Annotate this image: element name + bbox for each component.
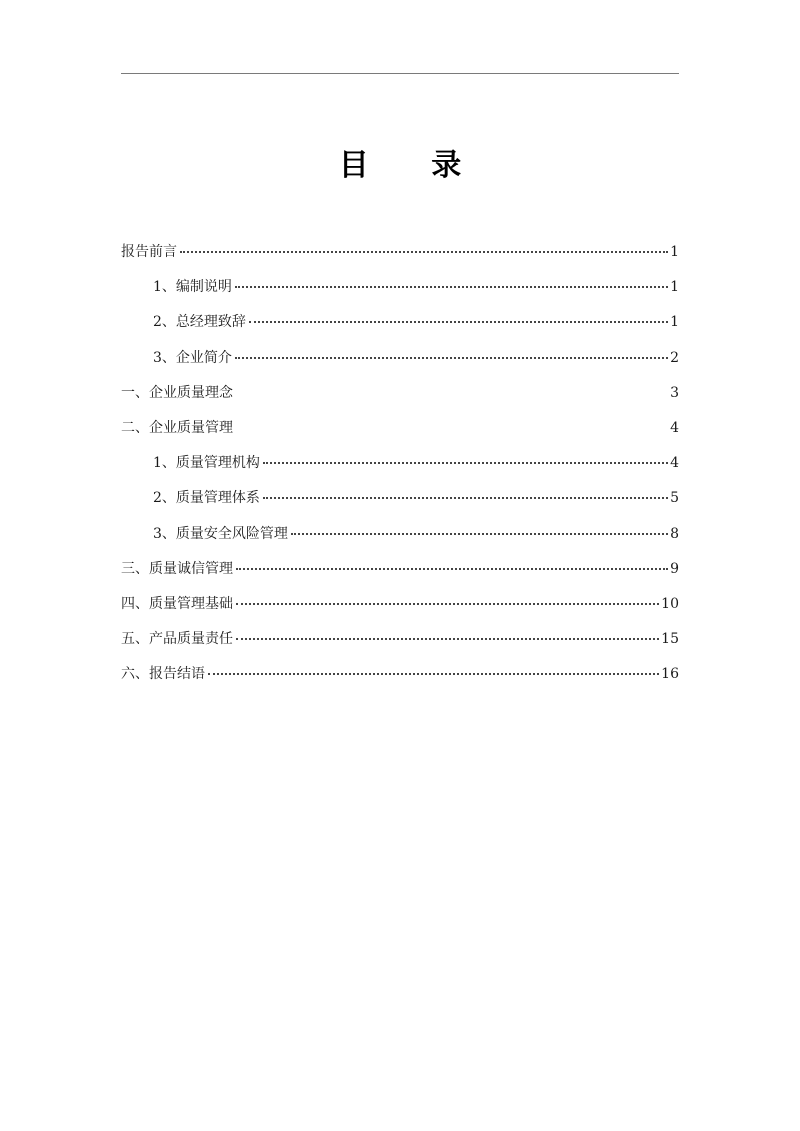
toc-entry-label: 2、总经理致辞	[153, 314, 246, 331]
dot-leader	[236, 638, 659, 640]
table-of-contents	[121, 240, 679, 697]
toc-entry-page-number: 16	[661, 666, 679, 683]
toc-entry-page-number: 9	[670, 560, 679, 577]
dot-leader	[263, 462, 668, 464]
header-rule	[121, 73, 679, 74]
toc-entry-label: 四、质量管理基础	[121, 595, 233, 612]
toc-entry-page-number: 10	[661, 595, 679, 612]
dot-leader	[291, 533, 668, 535]
toc-entry[interactable]	[121, 557, 679, 592]
dot-leader	[263, 497, 668, 499]
dot-leader	[236, 427, 668, 429]
toc-entry[interactable]	[121, 416, 679, 451]
toc-entry-label: 一、企业质量理念	[121, 384, 233, 401]
toc-entry-page-number: 15	[661, 631, 679, 648]
toc-entry-label: 1、质量管理机构	[153, 455, 260, 472]
toc-entry[interactable]	[121, 275, 679, 310]
toc-entry[interactable]	[121, 486, 679, 521]
dot-leader	[235, 286, 668, 288]
toc-entry-label: 二、企业质量管理	[121, 419, 233, 436]
dot-leader	[236, 568, 668, 570]
dot-leader	[236, 392, 668, 394]
toc-entry-page-number: 2	[670, 349, 679, 366]
toc-entry-label: 2、质量管理体系	[153, 490, 260, 507]
toc-entry-label: 3、质量安全风险管理	[153, 525, 288, 542]
toc-entry-label: 3、企业简介	[153, 349, 232, 366]
toc-entry[interactable]	[121, 310, 679, 345]
toc-entry[interactable]	[121, 522, 679, 557]
dot-leader	[249, 321, 668, 323]
dot-leader	[180, 251, 668, 253]
toc-entry[interactable]	[121, 381, 679, 416]
toc-entry-label: 三、质量诚信管理	[121, 560, 233, 577]
toc-entry[interactable]	[121, 662, 679, 697]
toc-entry-page-number: 5	[670, 490, 679, 507]
toc-entry-label: 五、产品质量责任	[121, 631, 233, 648]
toc-entry[interactable]	[121, 451, 679, 486]
toc-entry-page-number: 1	[670, 244, 679, 260]
toc-entry-label: 六、报告结语	[121, 666, 205, 683]
toc-entry-page-number: 8	[670, 525, 679, 542]
page-title: 目 录	[338, 148, 488, 183]
toc-entry-label: 报告前言	[121, 244, 177, 260]
toc-entry[interactable]	[121, 627, 679, 662]
dot-leader	[235, 357, 668, 359]
toc-entry[interactable]	[121, 346, 679, 381]
toc-entry-page-number: 3	[670, 384, 679, 401]
toc-entry-page-number: 4	[670, 419, 679, 436]
toc-entry[interactable]	[121, 592, 679, 627]
toc-entry-page-number: 4	[670, 455, 679, 472]
toc-entry-page-number: 1	[670, 314, 679, 331]
dot-leader	[236, 603, 659, 605]
toc-entry[interactable]	[121, 240, 679, 275]
dot-leader	[208, 673, 659, 675]
toc-entry-label: 1、编制说明	[153, 279, 232, 296]
toc-entry-page-number: 1	[670, 279, 679, 296]
